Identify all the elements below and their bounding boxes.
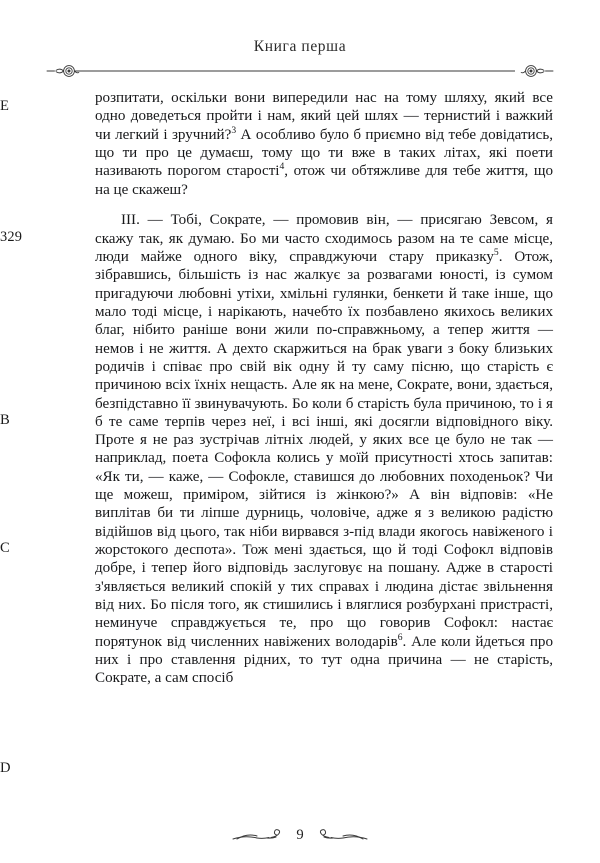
footnote-marker[interactable]: 3 xyxy=(231,124,237,136)
margin-mark-e: E xyxy=(0,98,9,114)
flourish-right-icon xyxy=(313,826,369,844)
margin-mark-b: B xyxy=(0,412,10,428)
margin-mark-c: C xyxy=(0,540,10,556)
body-text xyxy=(95,89,553,688)
folio xyxy=(0,826,600,844)
footnote-marker[interactable]: 5 xyxy=(493,246,499,258)
head-rule-ornament xyxy=(45,64,555,78)
running-head: Книга перша xyxy=(253,38,347,55)
page-number: 9 xyxy=(296,826,304,843)
margin-mark-329: 329 xyxy=(0,229,23,245)
footnote-marker[interactable]: 6 xyxy=(397,631,403,643)
footnote-marker[interactable]: 4 xyxy=(279,161,285,173)
para-329: III. — Тобі, Сократе, — промовив він, — присягаю Зевсом, я скажу так, як думаю. Бо ми часто сходимось разом на те саме місце, люди майже одного віку, справджуючи стару приказку$^5$. Отож, зібравшись, більшість із нас жалкує за розвагами юності, із сумом пригадуючи любовні утіхи, хмільні гулянки, бенкети й таке інше, що мало тоді місце, і нарікають, начебто їх позбавлено якихось великих благ, нібито раніше вони жили по-справжньому, а тепер життя — немов і не життя. А дехто скаржиться на брак уваги з боку близьких родичів і співає про свій вік одну й ту саму пісню, що старість є причиною всіх їхніх нещасть. Але як на мене, Сократе, вони, здається, безпідставно її звинувачують. Бо коли б старість була причиною, то і я б те саме терпів через неї, і всі інші, які досягли відповідного віку. Проте я не раз зустрічав літніх людей, у яких все це було не так — наприклад, поета Софокла колись у моїй присутності хтось запитав: «Як ти, — каже, — Софокле, ставишся до любовних походеньок? Чи ще можеш, приміром, зійтися із жінкою?» А він відповів: «Не виплітав би ти ліпше дурниць, чоловіче, адже я з великою радістю відійшов від цього, так ніби вирвався з-під влади якогось навіженого і жорстокого деспота». Тож мені здається, що й тоді Софокл відповів добре, і тепер його відповідь заслуговує на пошану. Адже в старості з'являється великий спокій у тих справах і людина дістає звільнення від них. Бо після того, як стишились і вляглися розбурхані пристрасті, неминуче справджується те, про що говорив Софокл: настає порятунок від численних навіжених володарів$^6$. Але коли йдеться про них і про ставлення рідних, то тут одна причина — не старість, Сократе, а сам спосіб xyxy=(95,212,553,687)
para-e: розпитати, оскільки вони випередили нас на тому шляху, який все одно доведеться пройти і нам, який цей шлях — тернистий і важкий чи легкий і зручний?$^3$ А особливо було б приємно від тебе довідатись, що ти про це думаєш, тому що ти вже в таких літах, які поети називають порогом старості$^4$, отож чи обтяжливе для тебе життя, що на це скажеш? xyxy=(95,90,553,198)
margin-mark-d: D xyxy=(0,760,11,776)
flourish-left-icon xyxy=(231,826,287,844)
